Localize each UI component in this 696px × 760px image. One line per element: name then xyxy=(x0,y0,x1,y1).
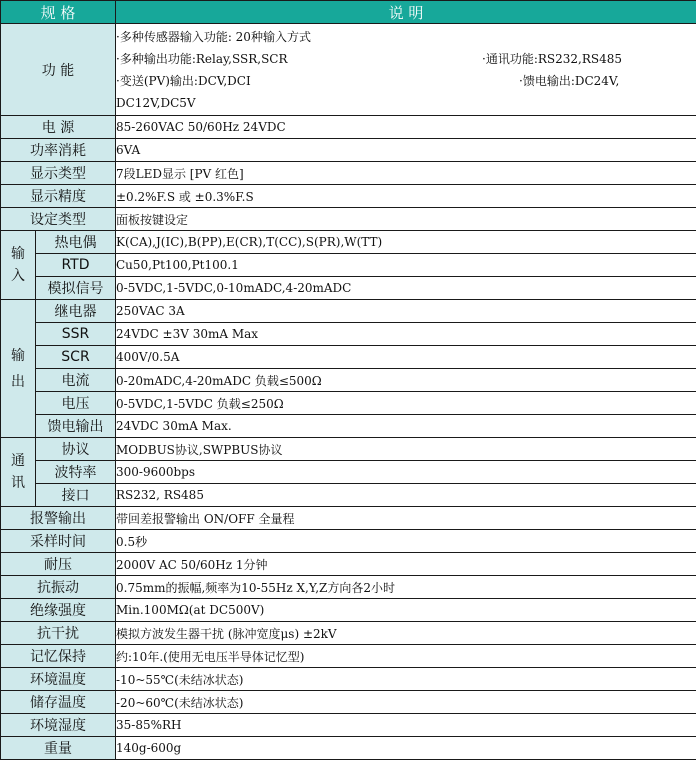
function-line-3-left: ·变送(PV)输出:DCV,DCI xyxy=(116,74,251,88)
output-item-label: SSR xyxy=(36,323,116,346)
table-row xyxy=(1,415,696,438)
consumption-value: 6VA xyxy=(116,139,696,162)
table-row xyxy=(1,116,696,139)
memory-value: 约:10年.(使用无电压半导体记忆型) xyxy=(116,645,696,668)
table-row xyxy=(1,139,696,162)
function-line-4: DC12V,DC5V xyxy=(116,92,696,114)
input-item-value: K(CA),J(IC),B(PP),E(CR),T(CC),S(PR),W(TT) xyxy=(116,231,696,254)
output-item-value: 400V/0.5A xyxy=(116,346,696,369)
insulation-value: Min.100MΩ(at DC500V) xyxy=(116,599,696,622)
display-type-label: 显示类型 xyxy=(1,162,116,185)
insulation-label: 绝缘强度 xyxy=(1,599,116,622)
spec-column-header: 规 格 xyxy=(1,1,116,24)
comm-item-label: 协议 xyxy=(36,438,116,461)
table-row xyxy=(1,254,696,277)
table-row xyxy=(1,208,696,231)
function-line-3 xyxy=(116,70,696,92)
output-item-label: 电压 xyxy=(36,392,116,415)
table-row xyxy=(1,691,696,714)
header-row xyxy=(1,1,696,24)
table-row xyxy=(1,231,696,254)
function-line-2-left: ·多种输出功能:Relay,SSR,SCR xyxy=(116,52,288,66)
table-row xyxy=(1,346,696,369)
setting-type-label: 设定类型 xyxy=(1,208,116,231)
interference-label: 抗干扰 xyxy=(1,622,116,645)
comm-group-text: 通讯 xyxy=(11,450,25,494)
table-row xyxy=(1,645,696,668)
storage-temp-value: -20~60℃(未结冰状态) xyxy=(116,691,696,714)
table-row xyxy=(1,392,696,415)
alarm-value: 带回差报警输出 ON/OFF 全量程 xyxy=(116,507,696,530)
input-item-value: 0-5VDC,1-5VDC,0-10mADC,4-20mADC xyxy=(116,277,696,300)
power-label: 电 源 xyxy=(1,116,116,139)
input-item-label: RTD xyxy=(36,254,116,277)
output-item-label: 电流 xyxy=(36,369,116,392)
sampling-label: 采样时间 xyxy=(1,530,116,553)
table-row xyxy=(1,622,696,645)
output-item-value: 24VDC 30mA Max. xyxy=(116,415,696,438)
output-item-value: 0-20mADC,4-20mADC 负载≤500Ω xyxy=(116,369,696,392)
comm-item-label: 接口 xyxy=(36,484,116,507)
weight-value: 140g-600g xyxy=(116,737,696,760)
interference-value: 模拟方波发生器干扰 (脉冲宽度μs) ±2kV xyxy=(116,622,696,645)
desc-column-header: 说 明 xyxy=(116,1,696,24)
function-line-3-right: ·馈电输出:DC24V, xyxy=(519,70,619,92)
function-line-2 xyxy=(116,48,696,70)
table-row xyxy=(1,737,696,760)
function-row xyxy=(1,24,696,116)
withstand-value: 2000V AC 50/60Hz 1分钟 xyxy=(116,553,696,576)
storage-temp-label: 储存温度 xyxy=(1,691,116,714)
comm-item-value: MODBUS协议,SWPBUS协议 xyxy=(116,438,696,461)
table-row xyxy=(1,484,696,507)
setting-type-value: 面板按键设定 xyxy=(116,208,696,231)
weight-label: 重量 xyxy=(1,737,116,760)
humidity-value: 35-85%RH xyxy=(116,714,696,737)
comm-item-label: 波特率 xyxy=(36,461,116,484)
env-temp-label: 环境温度 xyxy=(1,668,116,691)
table-row xyxy=(1,185,696,208)
power-value: 85-260VAC 50/60Hz 24VDC xyxy=(116,116,696,139)
display-type-value: 7段LED显示 [PV 红色] xyxy=(116,162,696,185)
table-row xyxy=(1,369,696,392)
input-item-label: 热电偶 xyxy=(36,231,116,254)
alarm-label: 报警输出 xyxy=(1,507,116,530)
output-item-value: 24VDC ±3V 30mA Max xyxy=(116,323,696,346)
output-group-text: 输出 xyxy=(11,343,25,395)
consumption-label: 功率消耗 xyxy=(1,139,116,162)
vibration-label: 抗振动 xyxy=(1,576,116,599)
table-row xyxy=(1,530,696,553)
function-line-2-right: ·通讯功能:RS232,RS485 xyxy=(482,48,622,70)
output-item-label: SCR xyxy=(36,346,116,369)
output-item-value: 250VAC 3A xyxy=(116,300,696,323)
sampling-value: 0.5秒 xyxy=(116,530,696,553)
table-row xyxy=(1,461,696,484)
input-group-label xyxy=(1,231,36,300)
output-item-label: 馈电输出 xyxy=(36,415,116,438)
display-precision-label: 显示精度 xyxy=(1,185,116,208)
table-row xyxy=(1,553,696,576)
output-group-label xyxy=(1,300,36,438)
table-row xyxy=(1,714,696,737)
table-row xyxy=(1,323,696,346)
function-label: 功 能 xyxy=(1,24,116,116)
table-row xyxy=(1,507,696,530)
comm-item-value: RS232, RS485 xyxy=(116,484,696,507)
comm-item-value: 300-9600bps xyxy=(116,461,696,484)
table-row xyxy=(1,277,696,300)
table-row xyxy=(1,576,696,599)
input-item-label: 模拟信号 xyxy=(36,277,116,300)
comm-group-label xyxy=(1,438,36,507)
humidity-label: 环境湿度 xyxy=(1,714,116,737)
display-precision-value: ±0.2%F.S 或 ±0.3%F.S xyxy=(116,185,696,208)
function-value xyxy=(116,24,696,116)
memory-label: 记忆保持 xyxy=(1,645,116,668)
input-item-value: Cu50,Pt100,Pt100.1 xyxy=(116,254,696,277)
table-row xyxy=(1,300,696,323)
table-row xyxy=(1,599,696,622)
table-row xyxy=(1,438,696,461)
function-line-1: ·多种传感器输入功能: 20种输入方式 xyxy=(116,26,696,48)
vibration-value: 0.75mm的振幅,频率为10-55Hz X,Y,Z方向各2小时 xyxy=(116,576,696,599)
withstand-label: 耐压 xyxy=(1,553,116,576)
table-row xyxy=(1,668,696,691)
output-item-label: 继电器 xyxy=(36,300,116,323)
env-temp-value: -10~55℃(未结冰状态) xyxy=(116,668,696,691)
input-group-text: 输入 xyxy=(11,243,25,287)
output-item-value: 0-5VDC,1-5VDC 负载≤250Ω xyxy=(116,392,696,415)
table-row xyxy=(1,162,696,185)
